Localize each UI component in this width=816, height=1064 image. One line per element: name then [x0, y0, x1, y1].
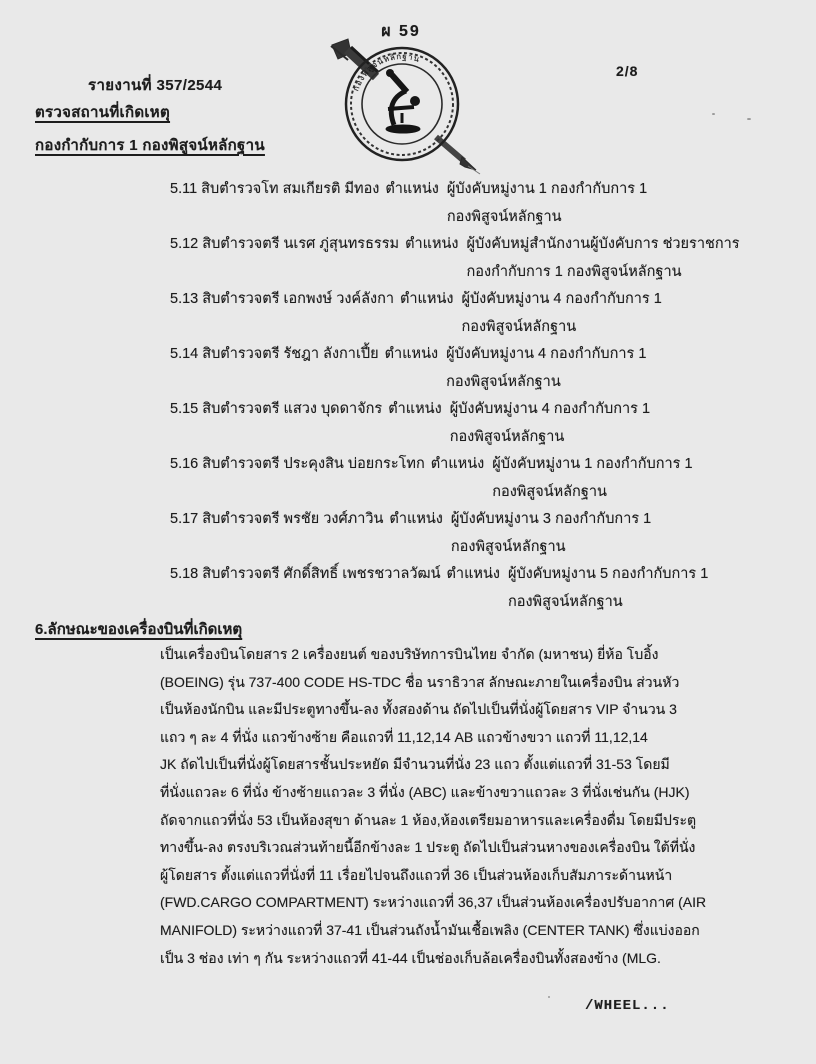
official-seal	[318, 33, 488, 179]
scan-speck	[747, 118, 751, 120]
officer-number-and-name: 5.18 สิบตำรวจตรี ศักดิ์สิทธิ์ เพชรชวาลวัฒน์	[170, 566, 441, 582]
officer-row	[170, 341, 786, 396]
position-label: ตำแหน่ง	[384, 346, 439, 362]
paragraph-line: (BOEING) รุ่น 737-400 CODE HS-TDC ชื่อ นราธิวาส ลักษณะภายในเครื่องบิน ส่วนหัว	[160, 673, 680, 690]
position-label: ตำแหน่ง	[405, 236, 459, 252]
paragraph-line: เป็น 3 ช่อง เท่า ๆ กัน ระหว่างแถวที่ 41-44 เป็นช่องเก็บล้อเครื่องบินทั้งสองข้าง (MLG.	[160, 949, 661, 966]
position-description	[492, 451, 786, 506]
paragraph-line: ผู้โดยสาร ตั้งแต่แถวที่นั่งที่ 11 เรื่อยไปจนถึงแถวที่ 36 เป็นส่วนห้องเก็บสัมภาระด้านหน้า	[160, 866, 673, 883]
section-header-division: กองกำกับการ 1 กองพิสูจน์หลักฐาน	[35, 137, 265, 154]
officer-row	[170, 561, 786, 616]
paragraph-line: แถว ๆ ละ 4 ที่นั่ง แถวข้างซ้าย คือแถวที่ 11,12,14 AB แถวข้างขวา แถวที่ 11,12,14	[160, 728, 648, 745]
section6-heading: 6.ลักษณะของเครื่องบินที่เกิดเหตุ	[35, 621, 243, 638]
paragraph-line: เป็นห้องนักบิน และมีประตูทางขึ้น-ลง ทั้งสองด้าน ถัดไปเป็นที่นั่งผู้โดยสาร VIP จำนวน 3	[160, 701, 677, 718]
officer-number-and-name: 5.13 สิบตำรวจตรี เอกพงษ์ วงค์ลังกา	[170, 291, 394, 307]
position-line-2: กองกำกับการ 1 กองพิสูจน์หลักฐาน	[466, 263, 682, 280]
position-line-2: กองพิสูจน์หลักฐาน	[446, 208, 562, 225]
position-line-1: ผู้บังคับหมู่งาน 4 กองกำกับการ 1	[449, 401, 651, 417]
position-line-1: ผู้บังคับหมู่งาน 1 กองกำกับการ 1	[446, 181, 648, 197]
paragraph-line: (FWD.CARGO COMPARTMENT) ระหว่างแถวที่ 36,37 เป็นส่วนห้องเครื่องปรับอากาศ (AIR	[160, 894, 707, 911]
position-label: ตำแหน่ง	[388, 401, 442, 417]
section6-body	[160, 641, 760, 972]
position-description	[451, 506, 786, 561]
position-label: ตำแหน่ง	[389, 511, 443, 527]
position-description	[461, 286, 786, 341]
officer-number-and-name: 5.16 สิบตำรวจตรี ประคุงสิน บ่อยกระโทก	[170, 456, 425, 472]
officer-row	[170, 176, 786, 231]
position-description	[467, 231, 786, 286]
position-description	[450, 396, 786, 451]
position-line-2: กองพิสูจน์หลักฐาน	[507, 593, 623, 610]
officer-number-and-name: 5.14 สิบตำรวจตรี รัชฎา ลังกาเปี้ย	[170, 346, 379, 362]
position-line-1: ผู้บังคับหมู่งาน 3 กองกำกับการ 1	[450, 511, 652, 527]
scan-speck	[548, 996, 550, 998]
exhibit-code: ผ 59	[381, 23, 421, 40]
scan-speck	[712, 113, 715, 115]
paragraph-line: เป็นเครื่องบินโดยสาร 2 เครื่องยนต์ ของบริษัทการบินไทย จำกัด (มหาชน) ยี่ห้อ โบอิ้ง	[160, 646, 659, 662]
section-header-scene-inspection: ตรวจสถานที่เกิดเหตุ	[35, 104, 171, 121]
position-line-2: กองพิสูจน์หลักฐาน	[446, 373, 561, 390]
officer-number-and-name: 5.15 สิบตำรวจตรี แสวง บุดดาจักร	[170, 401, 383, 417]
officer-row	[170, 231, 786, 286]
position-description	[446, 341, 786, 396]
paragraph-line: JK ถัดไปเป็นที่นั่งผู้โดยสารชั้นประหยัด มีจำนวนที่นั่ง 23 แถว ตั้งแต่แถวที่ 31-53 โดยมี	[160, 756, 670, 773]
position-label: ตำแหน่ง	[385, 181, 439, 197]
position-line-1: ผู้บังคับหมู่สำนักงานผู้บังคับการ ช่วยราชการ	[466, 236, 740, 252]
position-description	[508, 561, 786, 616]
position-label: ตำแหน่ง	[446, 566, 500, 582]
position-line-1: ผู้บังคับหมู่งาน 1 กองกำกับการ 1	[492, 456, 693, 472]
position-line-2: กองพิสูจน์หลักฐาน	[492, 483, 607, 500]
officer-row	[170, 286, 786, 341]
paragraph-line: MANIFOLD) ระหว่างแถวที่ 37-41 เป็นส่วนถังน้ำมันเชื้อเพลิง (CENTER TANK) ซึ่งแบ่งออก	[160, 921, 700, 938]
position-line-2: กองพิสูจน์หลักฐาน	[450, 538, 566, 555]
position-line-1: ผู้บังคับหมู่งาน 5 กองกำกับการ 1	[507, 566, 709, 582]
officer-list	[170, 176, 786, 616]
paragraph-line: ถัดจากแถวที่นั่ง 53 เป็นห้องสุขา ด้านละ 1 ห้อง,ห้องเตรียมอาหารและเครื่องดื่ม โดยมีประตู	[160, 811, 697, 828]
position-description	[447, 176, 786, 231]
position-line-1: ผู้บังคับหมู่งาน 4 กองกำกับการ 1	[461, 291, 662, 307]
paragraph-line: ที่นั่งแถวละ 6 ที่นั่ง ข้างซ้ายแถวละ 3 ที่นั่ง (ABC) และข้างขวาแถวละ 3 ที่นั่งเช่นกัน (HJK)	[160, 783, 690, 800]
officer-row	[170, 451, 786, 506]
position-line-2: กองพิสูจน์หลักฐาน	[461, 318, 577, 335]
position-line-2: กองพิสูจน์หลักฐาน	[449, 428, 565, 445]
microscope-icon	[386, 69, 420, 133]
officer-row	[170, 506, 786, 561]
officer-number-and-name: 5.17 สิบตำรวจตรี พรชัย วงศ์ภาวิน	[170, 511, 384, 527]
page-number: 2/8	[616, 63, 639, 79]
report-number: รายงานที่ 357/2544	[88, 77, 223, 94]
position-label: ตำแหน่ง	[400, 291, 454, 307]
officer-number-and-name: 5.12 สิบตำรวจตรี นเรศ ภู่สุนทรธรรม	[170, 236, 400, 252]
position-line-1: ผู้บังคับหมู่งาน 4 กองกำกับการ 1	[446, 346, 647, 362]
officer-row	[170, 396, 786, 451]
officer-number-and-name: 5.11 สิบตำรวจโท สมเกียรติ มีทอง	[170, 181, 380, 197]
continuation-note: /WHEEL...	[585, 998, 670, 1014]
paragraph-line: ทางขึ้น-ลง ตรงบริเวณส่วนท้ายนี้อีกข้างละ 1 ประตู ถัดไปเป็นส่วนหางของเครื่องบิน ใต้ที่นั่ง	[160, 839, 696, 856]
seal-ring-text: กองพิสูจน์หลักฐาน	[351, 51, 422, 93]
position-label: ตำแหน่ง	[430, 456, 485, 472]
